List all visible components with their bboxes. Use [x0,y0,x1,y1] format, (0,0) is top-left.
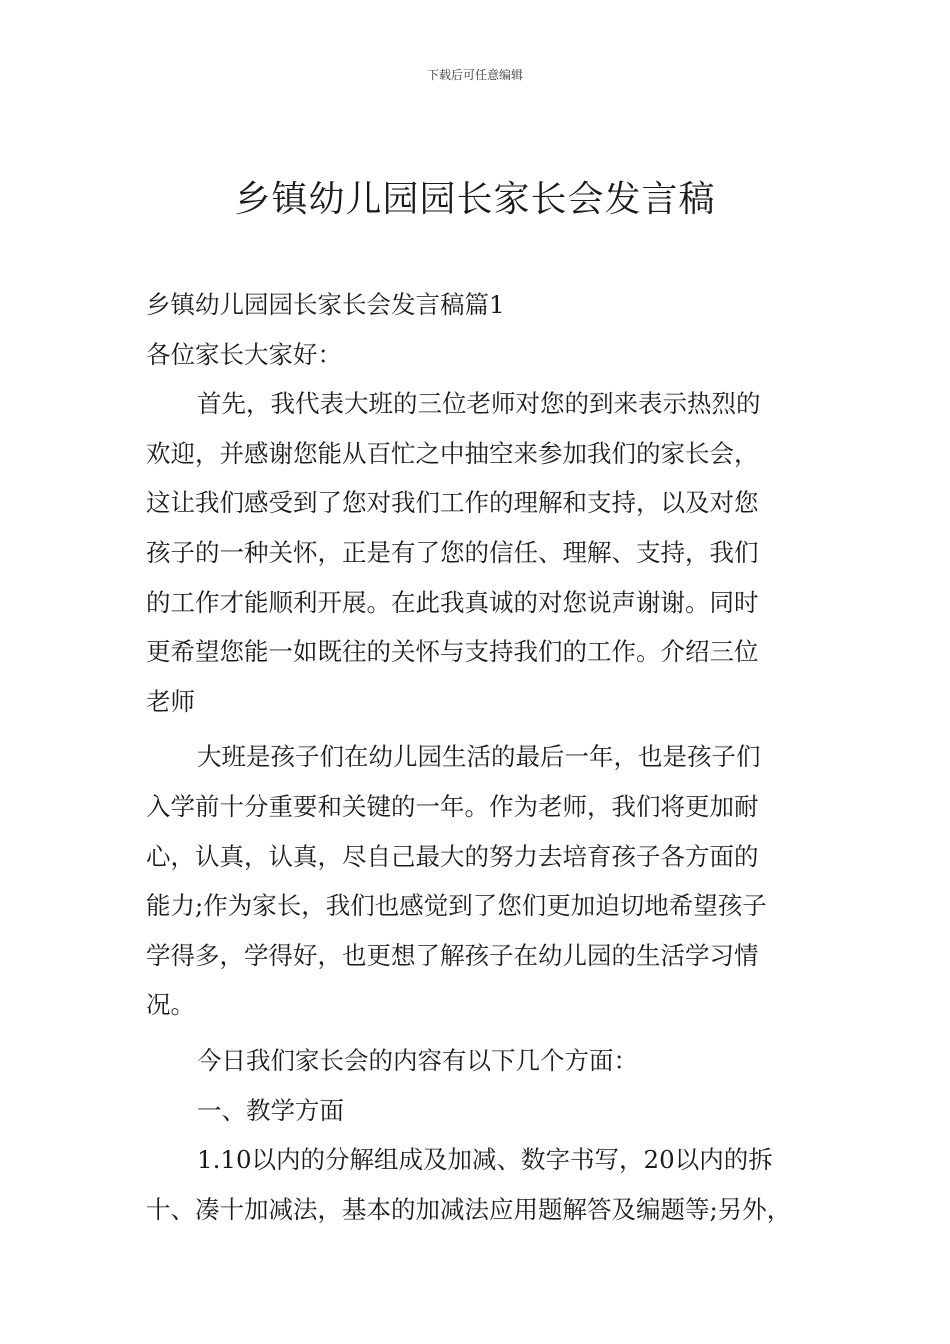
section-heading: 乡镇幼儿园园长家长会发言稿篇1 [146,290,505,319]
paragraph-line: 入学前十分重要和关键的一年。作为老师，我们将更加耐 [146,791,759,821]
paragraph-line: 十、凑十加减法，基本的加减法应用题解答及编题等;另外， [146,1194,792,1224]
paragraph-line: 大班是孩子们在幼儿园生活的最后一年，也是孩子们 [197,742,761,772]
paragraph-line: 能力;作为家长，我们也感觉到了您们更加迫切地希望孩子 [146,891,767,921]
paragraph-line: 心，认真，认真，尽自己最大的努力去培育孩子各方面的 [146,841,759,871]
paragraph-line: 1.10以内的分解组成及加减、数字书写，20以内的拆 [197,1145,773,1175]
greeting-line: 各位家长大家好： [146,339,342,369]
paragraph-line: 况。 [146,990,195,1020]
paragraph-line: 的工作才能顺利开展。在此我真诚的对您说声谢谢。同时 [146,587,759,617]
paragraph-line: 更希望您能一如既往的关怀与支持我们的工作。介绍三位 [146,637,759,667]
paragraph-line: 孩子的一种关怀，正是有了您的信任、理解、支持，我们 [146,537,759,567]
document-title: 乡镇幼儿园园长家长会发言稿 [234,179,716,220]
paragraph-line: 学得多，学得好，也更想了解孩子在幼儿园的生活学习情 [146,940,759,970]
document-body [146,280,816,1234]
paragraph-line: 这让我们感受到了您对我们工作的理解和支持，以及对您 [146,488,759,518]
subsection-heading: 一、教学方面 [197,1095,344,1125]
paragraph-line: 今日我们家长会的内容有以下几个方面： [197,1045,638,1075]
paragraph-line: 欢迎，并感谢您能从百忙之中抽空来参加我们的家长会， [146,438,759,468]
paragraph-line: 老师 [146,686,195,716]
paragraph-line: 首先，我代表大班的三位老师对您的到来表示热烈的 [197,389,761,419]
header-note: 下载后可任意编辑 [426,68,523,82]
